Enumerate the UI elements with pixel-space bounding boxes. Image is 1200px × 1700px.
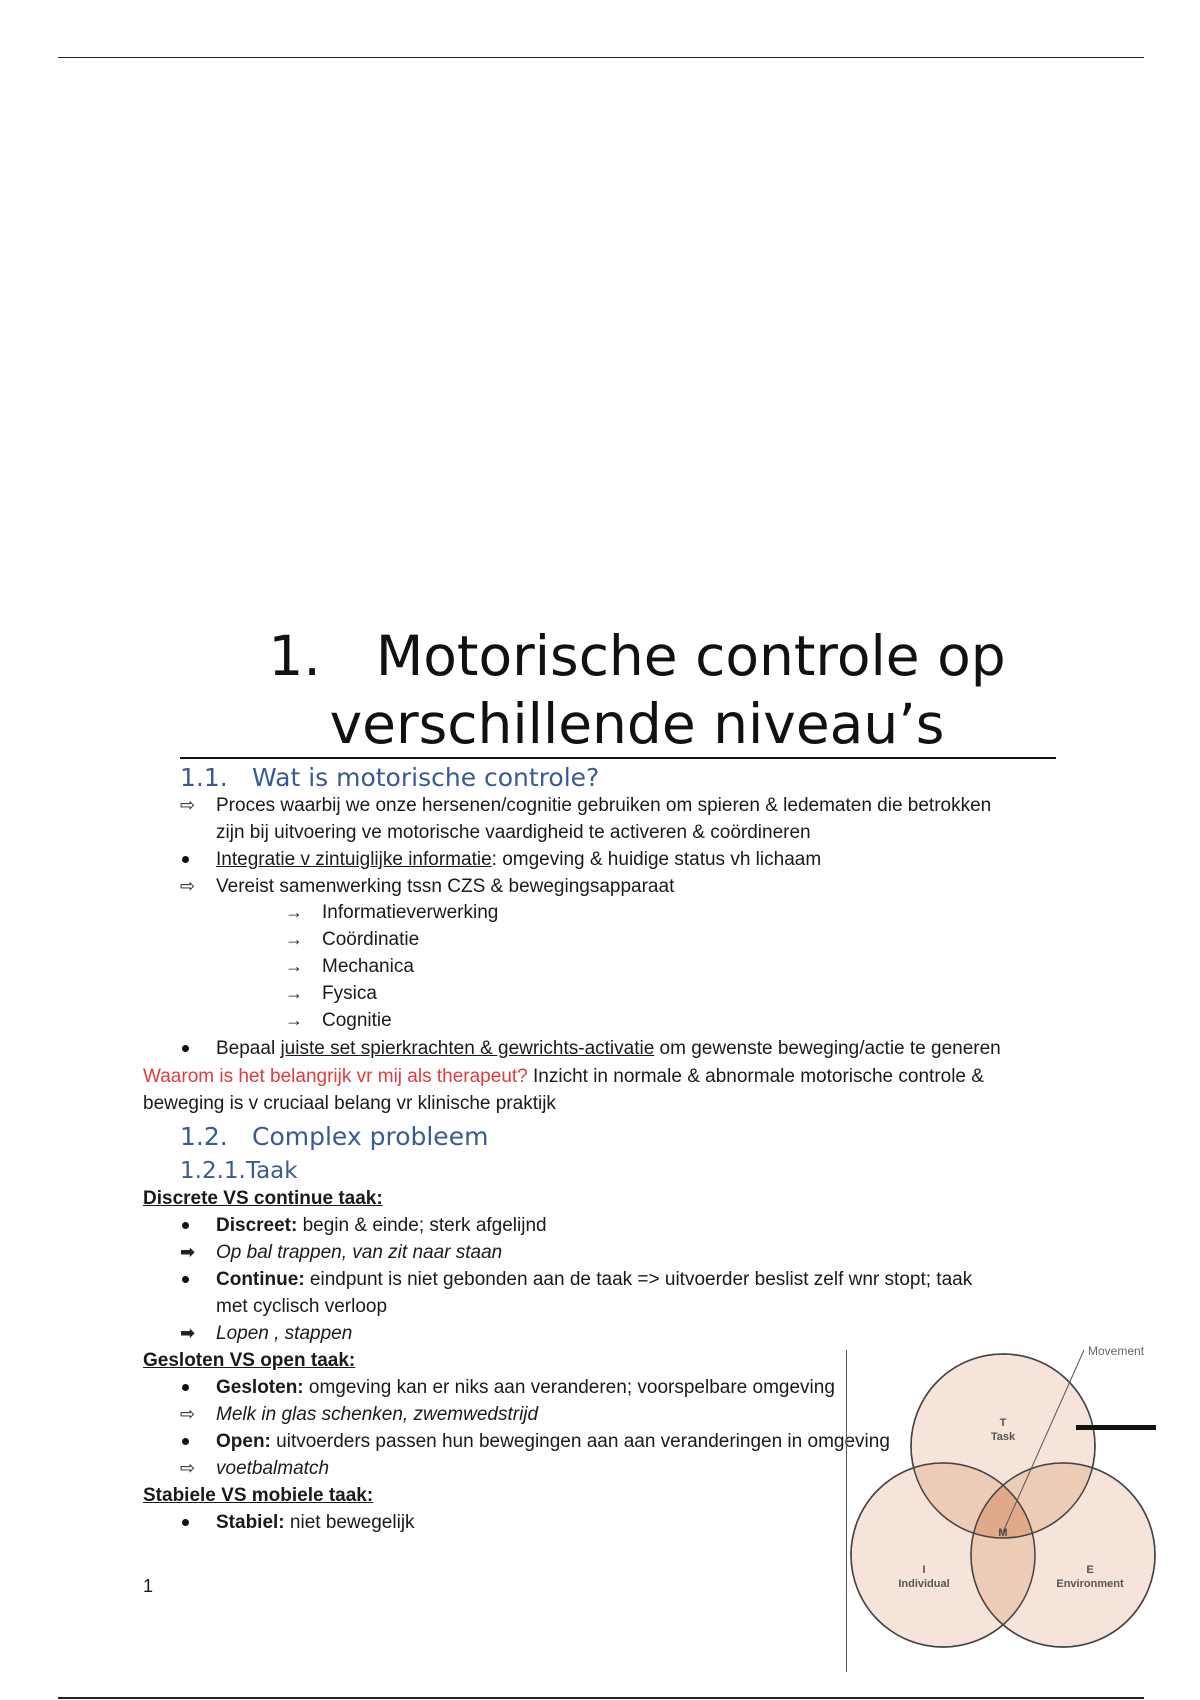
discreet-example: Op bal trappen, van zit naar staan xyxy=(216,1242,503,1263)
right-arrow-icon: → xyxy=(285,983,303,1003)
movement-label: Movement xyxy=(1088,1344,1145,1358)
bold-arrow-icon: ➡ xyxy=(180,1323,196,1343)
stabiel-term: Stabiel: xyxy=(216,1512,285,1533)
task-letter: T xyxy=(999,1417,1007,1429)
right-arrow-icon: → xyxy=(285,929,303,949)
environment-label: Environment xyxy=(1056,1578,1124,1590)
arrow-outline-icon: ⇨ xyxy=(180,795,196,815)
right-arrow-icon: → xyxy=(285,902,303,922)
subitem-fysica: Fysica xyxy=(322,983,377,1004)
bullet-icon xyxy=(182,1276,189,1283)
item-spierkrachten xyxy=(216,1035,1001,1062)
heading-1-2-1-number: 1.2.1. xyxy=(180,1158,246,1184)
integration-term: Integratie v zintuiglijke informatie xyxy=(216,849,492,870)
header-rule xyxy=(58,57,1144,58)
item-continue-line1 xyxy=(216,1266,972,1293)
arrow-outline-icon: ⇨ xyxy=(180,876,196,896)
right-arrow-icon: → xyxy=(285,1010,303,1030)
continue-text: eindpunt is niet gebonden aan de taak => uitvoerder beslist zelf wnr stopt; taak xyxy=(304,1269,973,1290)
heading-1-1 xyxy=(180,763,599,793)
item-open xyxy=(216,1428,890,1455)
subitem-mechanica: Mechanica xyxy=(322,956,414,977)
page-number: 1 xyxy=(143,1576,154,1596)
chapter-title-line1: Motorische controle op xyxy=(375,624,1006,688)
why-question: Waarom is het belangrijk vr mij als therapeut? xyxy=(143,1066,528,1087)
stabiel-text: niet bewegelijk xyxy=(284,1512,415,1533)
why-line1 xyxy=(143,1063,984,1090)
gesloten-text: omgeving kan er niks aan veranderen; voorspelbare omgeving xyxy=(303,1377,835,1398)
spierkrachten-post: om gewenste beweging/actie te generen xyxy=(654,1038,1001,1059)
open-text: uitvoerders passen hun bewegingen aan aan veranderingen in omgeving xyxy=(270,1431,890,1452)
heading-1-2-number: 1.2. xyxy=(180,1122,228,1151)
label-stable-mobile: Stabiele VS mobiele taak: xyxy=(143,1485,374,1506)
bullet-icon xyxy=(182,1222,189,1229)
chapter-title xyxy=(180,622,1094,758)
gesloten-term: Gesloten: xyxy=(216,1377,304,1398)
spierkrachten-pre: Bepaal xyxy=(216,1038,281,1059)
diagram-pointer-bar xyxy=(1076,1425,1156,1430)
item-process-line2: zijn bij uitvoering ve motorische vaardigheid te activeren & coördineren xyxy=(216,822,811,843)
bullet-icon xyxy=(182,1438,189,1445)
item-integration xyxy=(216,846,821,873)
environment-letter: E xyxy=(1086,1564,1094,1576)
heading-1-2 xyxy=(180,1122,488,1152)
bold-arrow-icon: ➡ xyxy=(180,1242,196,1262)
center-letter: M xyxy=(998,1527,1008,1539)
item-stabiel xyxy=(216,1509,415,1536)
task-individual-environment-diagram xyxy=(840,1340,1170,1680)
bullet-icon xyxy=(182,1384,189,1391)
individual-label: Individual xyxy=(898,1578,950,1590)
subitem-coordinatie: Coördinatie xyxy=(322,929,420,950)
item-gesloten xyxy=(216,1374,835,1401)
heading-1-2-title: Complex probleem xyxy=(252,1122,489,1151)
individual-letter: I xyxy=(922,1564,926,1576)
arrow-outline-icon: ⇨ xyxy=(180,1404,196,1424)
arrow-outline-icon: ⇨ xyxy=(180,1458,196,1478)
heading-1-1-number: 1.1. xyxy=(180,763,228,792)
footer-rule xyxy=(58,1697,1144,1699)
integration-rest: : omgeving & huidige status vh lichaam xyxy=(491,849,822,870)
discreet-term: Discreet: xyxy=(216,1215,298,1236)
subitem-informatieverwerking: Informatieverwerking xyxy=(322,902,499,923)
bullet-icon xyxy=(182,856,189,863)
open-term: Open: xyxy=(216,1431,271,1452)
label-discrete-continue: Discrete VS continue taak: xyxy=(143,1188,383,1209)
item-process-line1: Proces waarbij we onze hersenen/cognitie gebruiken om spieren & ledematen die betrokken xyxy=(216,795,992,816)
task-label: Task xyxy=(990,1431,1016,1443)
chapter-title-rule xyxy=(180,757,1056,759)
chapter-title-line2: verschillende niveau’s xyxy=(329,692,945,756)
item-continue-line2: met cyclisch verloop xyxy=(216,1296,388,1317)
continue-term: Continue: xyxy=(216,1269,305,1290)
item-discreet xyxy=(216,1212,547,1239)
why-line2: beweging is v cruciaal belang vr klinische praktijk xyxy=(143,1093,556,1114)
why-answer: Inzicht in normale & abnormale motorische controle & xyxy=(527,1066,984,1087)
bullet-icon xyxy=(182,1519,189,1526)
spierkrachten-term: juiste set spierkrachten & gewrichts-activatie xyxy=(280,1038,655,1059)
discreet-text: begin & einde; sterk afgelijnd xyxy=(297,1215,547,1236)
label-closed-open: Gesloten VS open taak: xyxy=(143,1350,356,1371)
subitem-cognitie: Cognitie xyxy=(322,1010,392,1031)
heading-1-2-1 xyxy=(180,1157,298,1185)
heading-1-2-1-title: Taak xyxy=(245,1158,298,1184)
item-cooperation: Vereist samenwerking tssn CZS & bewegingsapparaat xyxy=(216,876,675,897)
gesloten-example: Melk in glas schenken, zwemwedstrijd xyxy=(216,1404,539,1425)
heading-1-1-title: Wat is motorische controle? xyxy=(252,763,600,792)
chapter-number: 1. xyxy=(268,624,321,688)
right-arrow-icon: → xyxy=(285,956,303,976)
bullet-icon xyxy=(182,1045,189,1052)
continue-example: Lopen , stappen xyxy=(216,1323,353,1344)
open-example: voetbalmatch xyxy=(216,1458,330,1479)
